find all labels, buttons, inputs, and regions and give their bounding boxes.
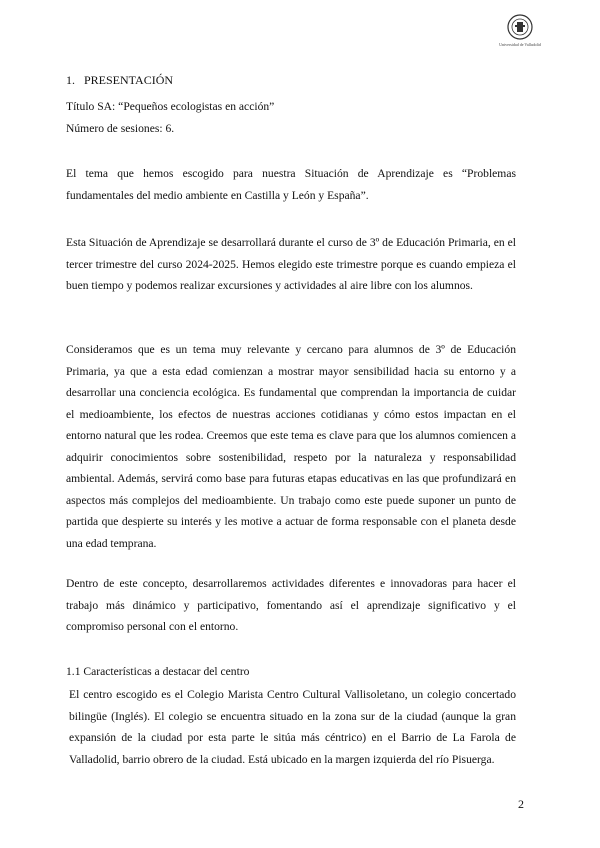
university-seal-icon (507, 14, 533, 40)
section-heading (66, 70, 173, 92)
title-line: Título SA: “Pequeños ecologistas en acción” (66, 100, 275, 113)
paragraph-3: Consideramos que es un tema muy relevante y cercano para alumnos de 3º de Educación Primaria, ya que a esta edad comienzan a mostrar mayor sensibilidad hacia su entorno y a desarrollar una conciencia ecológica. Es fundamental que comprendan la importancia de cuidar el medioambiente, los efectos de nuestras acciones cotidianas y cómo estos impactan en el entorno natural que les rodea. Creemos que este tema es clave para que los alumnos comiencen a adquirir conocimientos sobre sostenibilidad, respeto por la naturaleza y responsabilidad ambiental. Además, servirá como base para futuras etapas educativas en las que profundizará en aspectos más complejos del medioambiente. Un trabajo como este puede suponer un punto de partida que despierte su interés y les motive a actuar de forma responsable con el planeta desde una edad temprana. (66, 343, 516, 550)
paragraph-4: Dentro de este concepto, desarrollaremos actividades diferentes e innovadoras para hacer el trabajo más dinámico y participativo, fomentando así el aprendizaje significativo y el compromiso personal con el entorno. (66, 577, 516, 633)
logo-text: Universidad de Valladolid (499, 42, 541, 47)
university-logo (495, 14, 545, 47)
info-block (66, 96, 516, 139)
paragraph-2: Esta Situación de Aprendizaje se desarrollará durante el curso de 3º de Educación Primaria, en el tercer trimestre del curso 2024-2025. Hemos elegido este trimestre porque es cuando empieza el buen tiempo y podemos realizar excursiones y actividades al aire libre con los alumnos. (66, 236, 516, 292)
page-number: 2 (518, 797, 524, 811)
section-number: 1. (66, 73, 75, 87)
subsection-paragraph: El centro escogido es el Colegio Marista Centro Cultural Vallisoletano, un colegio concertado bilingüe (Inglés). El colegio se encuentra situado en la zona sur de la ciudad (aunque la gran expansión de la ciudad por esta parte le sitúa más céntrico) en el Barrio de La Farola de Valladolid, barrio obrero de la ciudad. Está ubicado en la margen izquierda del río Pisuerga. (69, 688, 516, 766)
paragraph-1: El tema que hemos escogido para nuestra Situación de Aprendizaje es “Problemas fundamentales del medio ambiente en Castilla y León y España”. (66, 167, 516, 202)
section-title: PRESENTACIÓN (84, 73, 174, 87)
subsection-title: 1.1 Características a destacar del centro (66, 665, 250, 678)
sessions-line: Número de sesiones: 6. (66, 121, 175, 135)
